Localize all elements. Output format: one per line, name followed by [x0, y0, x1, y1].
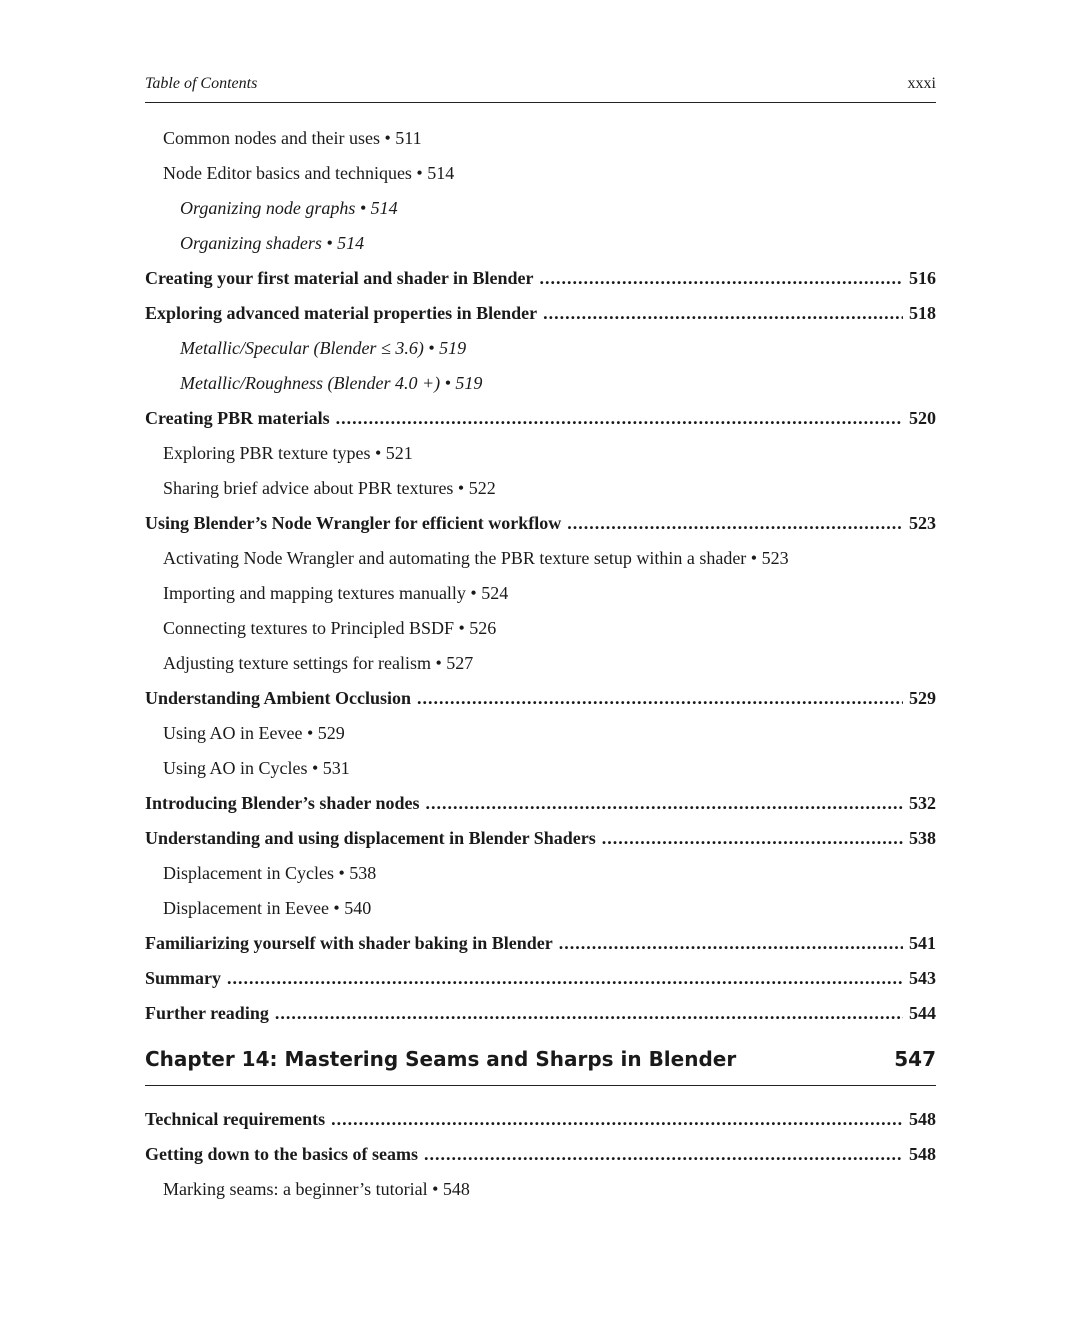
entry-page: 529	[909, 688, 936, 708]
entry-title: Creating your first material and shader in Blender	[145, 268, 534, 288]
entry-title: Using Blender’s Node Wrangler for efficient workflow	[145, 513, 562, 533]
chapter-title: Chapter 14: Mastering Seams and Sharps in Blender	[145, 1047, 737, 1071]
toc-entry[interactable]	[145, 786, 936, 821]
toc-entry[interactable]: Displacement in Eevee • 540	[163, 898, 372, 918]
toc-entry[interactable]: Connecting textures to Principled BSDF • 526	[163, 618, 497, 638]
toc-entry[interactable]	[145, 401, 936, 436]
toc-entry[interactable]: Adjusting texture settings for realism • 527	[163, 653, 474, 673]
toc-entry[interactable]: Displacement in Cycles • 538	[163, 863, 377, 883]
toc-entry[interactable]: Importing and mapping textures manually • 524	[163, 583, 509, 603]
dot-leader	[426, 786, 903, 821]
toc-entry[interactable]	[145, 926, 936, 961]
entry-title: Exploring advanced material properties in Blender	[145, 303, 538, 323]
dot-leader	[227, 961, 903, 996]
toc-entry[interactable]	[145, 261, 936, 296]
entry-page: 516	[909, 268, 936, 288]
dot-leader	[331, 1102, 903, 1137]
toc-entry[interactable]: Marking seams: a beginner’s tutorial • 548	[163, 1179, 470, 1199]
toc-entry[interactable]	[145, 961, 936, 996]
toc-entry[interactable]	[145, 1137, 936, 1172]
toc-entry[interactable]	[145, 506, 936, 541]
entry-title: Technical requirements	[145, 1109, 326, 1129]
entry-title: Further reading	[145, 1003, 269, 1023]
page-header	[145, 72, 936, 103]
toc-entry[interactable]	[145, 821, 936, 856]
toc-entry[interactable]: Exploring PBR texture types • 521	[163, 443, 413, 463]
toc-entry[interactable]: Organizing shaders • 514	[180, 233, 365, 253]
toc-section-after	[145, 1102, 936, 1207]
dot-leader	[602, 821, 903, 856]
dot-leader	[543, 296, 903, 331]
entry-page: 541	[909, 933, 936, 953]
toc-entry[interactable]: Activating Node Wrangler and automating the PBR texture setup within a shader • 523	[163, 548, 789, 568]
entry-page: 544	[909, 1003, 936, 1023]
toc-entry[interactable]: Using AO in Cycles • 531	[163, 758, 350, 778]
toc-entry[interactable]: Common nodes and their uses • 511	[163, 128, 422, 148]
entry-title: Understanding and using displacement in Blender Shaders	[145, 828, 596, 848]
dot-leader	[417, 681, 903, 716]
dot-leader	[336, 401, 903, 436]
entry-page: 548	[909, 1144, 936, 1164]
toc-entry[interactable]: Sharing brief advice about PBR textures • 522	[163, 478, 496, 498]
toc-entry[interactable]	[145, 296, 936, 331]
toc-entries	[145, 121, 936, 1207]
entry-title: Familiarizing yourself with shader baking in Blender	[145, 933, 553, 953]
dot-leader	[559, 926, 903, 961]
toc-entry[interactable]: Using AO in Eevee • 529	[163, 723, 345, 743]
entry-page: 532	[909, 793, 936, 813]
toc-entry[interactable]: Metallic/Roughness (Blender 4.0 +) • 519	[180, 373, 483, 393]
entry-page: 520	[909, 408, 936, 428]
dot-leader	[275, 996, 903, 1031]
dot-leader	[540, 261, 904, 296]
entry-title: Understanding Ambient Occlusion	[145, 688, 412, 708]
entry-title: Introducing Blender’s shader nodes	[145, 793, 420, 813]
entry-title: Summary	[145, 968, 221, 988]
toc-entry[interactable]: Organizing node graphs • 514	[180, 198, 398, 218]
chapter-page: 547	[894, 1047, 936, 1071]
running-title: Table of Contents	[145, 75, 258, 92]
entry-page: 543	[909, 968, 936, 988]
toc-entry[interactable]: Metallic/Specular (Blender ≤ 3.6) • 519	[180, 338, 467, 358]
toc-entry[interactable]	[145, 1102, 936, 1137]
entry-title: Getting down to the basics of seams	[145, 1144, 418, 1164]
entry-page: 538	[909, 828, 936, 848]
entry-title: Creating PBR materials	[145, 408, 330, 428]
toc-entry[interactable]: Node Editor basics and techniques • 514	[163, 163, 455, 183]
dot-leader	[567, 506, 903, 541]
toc-section-before	[145, 121, 936, 1031]
page-number: xxxi	[907, 75, 936, 92]
toc-entry[interactable]	[145, 681, 936, 716]
dot-leader	[424, 1137, 903, 1172]
chapter-heading[interactable]	[145, 1045, 936, 1086]
entry-page: 548	[909, 1109, 936, 1129]
entry-page: 518	[909, 303, 936, 323]
toc-entry[interactable]	[145, 996, 936, 1031]
entry-page: 523	[909, 513, 936, 533]
